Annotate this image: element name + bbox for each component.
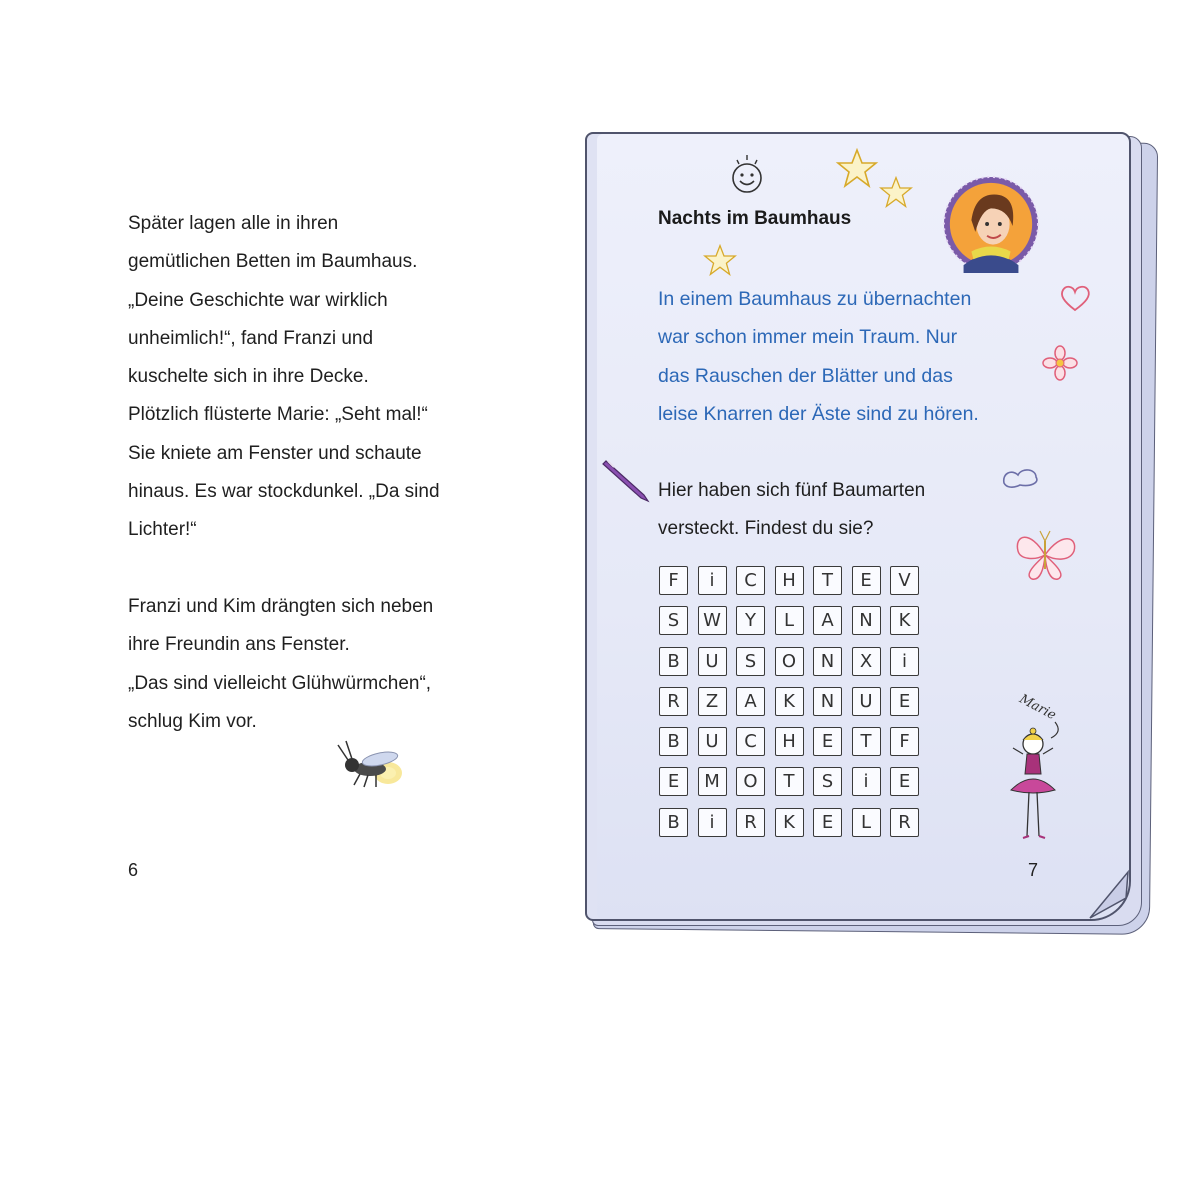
story-line: Plötzlich flüsterte Marie: „Seht mal!“ bbox=[128, 404, 428, 426]
story-line: „Das sind vielleicht Glühwürmchen“, bbox=[128, 672, 432, 694]
letter-cell[interactable]: A bbox=[813, 606, 842, 635]
ballerina-doodle bbox=[1005, 718, 1069, 848]
flower-icon bbox=[1042, 345, 1078, 381]
letter-cell[interactable]: N bbox=[852, 606, 881, 635]
letter-cell[interactable]: O bbox=[736, 767, 765, 796]
letter-cell[interactable]: U bbox=[852, 687, 881, 716]
pen-icon bbox=[602, 455, 652, 505]
story-line: kuschelte sich in ihre Decke. bbox=[128, 366, 369, 388]
letter-cell[interactable]: H bbox=[775, 727, 804, 756]
doodle-name-label: Marie bbox=[1016, 691, 1059, 724]
puzzle-instructions bbox=[658, 472, 925, 549]
letter-cell[interactable]: M bbox=[698, 767, 727, 796]
story-line: „Deine Geschichte war wirklich bbox=[128, 289, 388, 311]
paragraph-gap bbox=[128, 550, 548, 588]
letter-cell[interactable]: i bbox=[698, 808, 727, 837]
story-line: unheimlich!“, fand Franzi und bbox=[128, 327, 374, 349]
heart-icon bbox=[1000, 465, 1042, 491]
letter-cell[interactable]: N bbox=[813, 687, 842, 716]
letter-cell[interactable]: E bbox=[813, 808, 842, 837]
story-text bbox=[128, 205, 548, 741]
story-line: Später lagen alle in ihren bbox=[128, 213, 339, 234]
letter-cell[interactable]: i bbox=[698, 566, 727, 595]
intro-line: war schon immer mein Traum. Nur bbox=[658, 326, 958, 349]
grid-row bbox=[659, 647, 919, 678]
letter-cell[interactable]: U bbox=[698, 647, 727, 676]
story-line: hinaus. Es war stockdunkel. „Da sind bbox=[128, 481, 440, 503]
letter-cell[interactable]: B bbox=[659, 727, 688, 756]
notebook-intro bbox=[658, 280, 979, 433]
intro-line: das Rauschen der Blätter und das bbox=[658, 364, 953, 387]
letter-cell[interactable]: Y bbox=[736, 606, 765, 635]
page-corner-fold bbox=[1088, 868, 1130, 920]
task-line: versteckt. Findest du sie? bbox=[658, 518, 874, 540]
letter-cell[interactable]: E bbox=[890, 687, 919, 716]
grid-row bbox=[659, 566, 919, 597]
letter-cell[interactable]: i bbox=[852, 767, 881, 796]
letter-cell[interactable]: X bbox=[852, 647, 881, 676]
letter-cell[interactable]: W bbox=[698, 606, 727, 635]
letter-cell[interactable]: R bbox=[659, 687, 688, 716]
letter-cell[interactable]: E bbox=[852, 566, 881, 595]
story-line: Lichter!“ bbox=[128, 519, 197, 541]
avatar-portrait bbox=[942, 175, 1040, 273]
page-number-right: 7 bbox=[1028, 860, 1039, 880]
letter-cell[interactable]: C bbox=[736, 727, 765, 756]
story-line: gemütlichen Betten im Baumhaus. bbox=[128, 251, 418, 273]
heart-icon bbox=[1058, 283, 1092, 313]
letter-cell[interactable]: E bbox=[659, 767, 688, 796]
letter-cell[interactable]: E bbox=[813, 727, 842, 756]
letter-cell[interactable]: T bbox=[775, 767, 804, 796]
story-line: ihre Freundin ans Fenster. bbox=[128, 634, 350, 656]
story-line: Franzi und Kim drängten sich neben bbox=[128, 595, 434, 617]
letter-cell[interactable]: V bbox=[890, 566, 919, 595]
letter-cell[interactable]: B bbox=[659, 808, 688, 837]
story-line: schlug Kim vor. bbox=[128, 710, 257, 732]
letter-cell[interactable]: H bbox=[775, 566, 804, 595]
letter-cell[interactable]: L bbox=[852, 808, 881, 837]
letter-cell[interactable]: L bbox=[775, 606, 804, 635]
letter-cell[interactable]: Z bbox=[698, 687, 727, 716]
star-icon bbox=[878, 176, 914, 208]
letter-cell[interactable]: S bbox=[736, 647, 765, 676]
letter-cell[interactable]: A bbox=[736, 687, 765, 716]
smiley-icon bbox=[725, 152, 769, 196]
letter-cell[interactable]: T bbox=[813, 566, 842, 595]
letter-cell[interactable]: S bbox=[659, 606, 688, 635]
grid-row bbox=[659, 727, 919, 758]
star-icon bbox=[702, 244, 738, 276]
star-icon bbox=[835, 148, 879, 188]
letter-cell[interactable]: U bbox=[698, 727, 727, 756]
word-search-grid bbox=[659, 566, 919, 848]
intro-line: In einem Baumhaus zu übernachten bbox=[658, 288, 972, 310]
letter-cell[interactable]: E bbox=[890, 767, 919, 796]
intro-line: leise Knarren der Äste sind zu hören. bbox=[658, 402, 979, 425]
grid-row bbox=[659, 606, 919, 637]
letter-cell[interactable]: i bbox=[890, 647, 919, 676]
page-number-left: 6 bbox=[128, 860, 139, 880]
letter-cell[interactable]: K bbox=[775, 808, 804, 837]
task-line: Hier haben sich fünf Baumarten bbox=[658, 480, 926, 501]
letter-cell[interactable]: R bbox=[736, 808, 765, 837]
firefly-icon bbox=[330, 735, 420, 795]
letter-cell[interactable]: K bbox=[775, 687, 804, 716]
notebook-title: Nachts im Baumhaus bbox=[658, 208, 852, 229]
letter-cell[interactable]: B bbox=[659, 647, 688, 676]
letter-cell[interactable]: F bbox=[890, 727, 919, 756]
grid-row bbox=[659, 687, 919, 718]
letter-cell[interactable]: F bbox=[659, 566, 688, 595]
letter-cell[interactable]: O bbox=[775, 647, 804, 676]
grid-row bbox=[659, 767, 919, 798]
letter-cell[interactable]: T bbox=[852, 727, 881, 756]
letter-cell[interactable]: K bbox=[890, 606, 919, 635]
letter-cell[interactable]: C bbox=[736, 566, 765, 595]
letter-cell[interactable]: N bbox=[813, 647, 842, 676]
grid-row bbox=[659, 808, 919, 839]
letter-cell[interactable]: S bbox=[813, 767, 842, 796]
butterfly-icon bbox=[1010, 525, 1080, 583]
letter-cell[interactable]: R bbox=[890, 808, 919, 837]
story-line: Sie kniete am Fenster und schaute bbox=[128, 442, 422, 464]
